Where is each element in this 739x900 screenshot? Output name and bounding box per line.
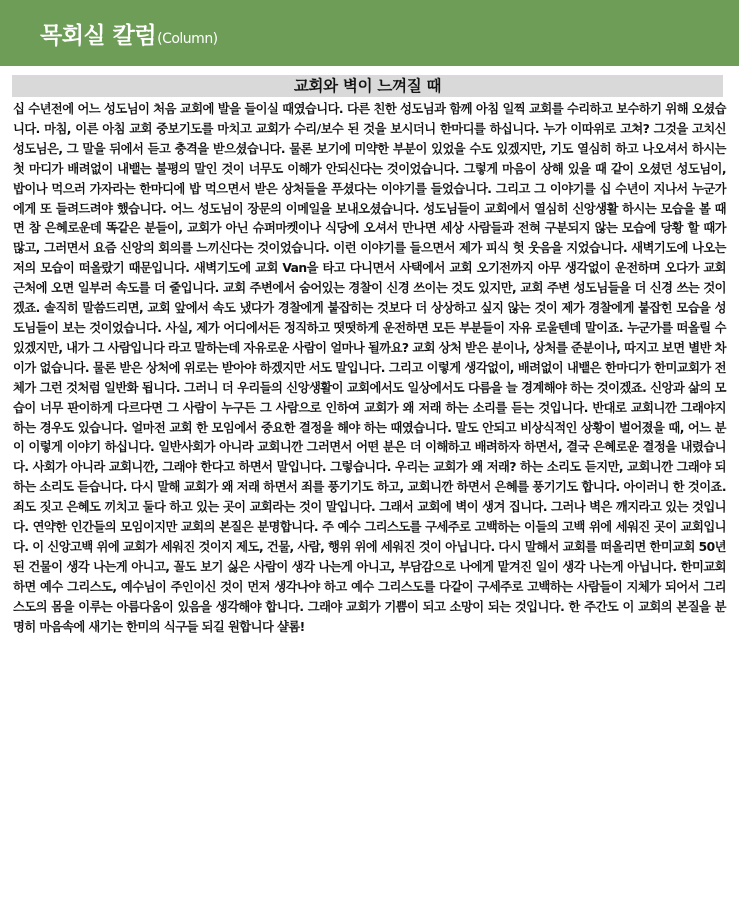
article-body: 십 수년전에 어느 성도님이 처음 교회에 발을 들이실 때였습니다. 다른 친한 성도님과 함께 아침 일찍 교회를 수리하고 보수하기 위해 오셨습니다. 마침, 이른 아침 교회 중보기도를 마치고 교회가 수리/보수 된 것을 보시더니 한마디를 하십니다. 누가 이따위로 고쳐? 그것을 고치신 성도님은, 그 말을 뒤에서 듣고 충격을 받으셨습니다. 물론 보기에 미약한 부분이 있었을 수도 있겠지만, 기도 열심히 하고 나오셔서 하시는 첫 마디가 배려없이 내뱉는 불평의 말인 것이 너무도 이해가 안되신다는 것이었습니다. 그렇게 마음이 상해 있을 때 같이 오셨던 성도님이, 밥이나 먹으러 가자라는 한마디에 밥 먹으면서 받은 상처들을 푸셨다는 이야기를 들었습니다. 그리고 그 이야기를 십 수년이 지나서 누군가에게 또 들려드려야 했습니다. 어느 성도님이 장문의 이메일을 보내오셨습니다. 성도님들이 교회에서 열심히 신앙생활 하시는 모습을 볼 때면 참 은혜로운데 똑같은 분들이, 교회가 아닌 슈퍼마켓이나 식당에 오셔서 만나면 세상 사람들과 전혀 구분되지 않는 모습에 당황 할 때가 많고, 그러면서 요즘 신앙의 회의를 느끼신다는 것이었습니다. 이런 이야기를 들으면서 제가 피식 헛 웃음을 지었습니다. 새벽기도에 나오는 저의 모습이 떠올랐기 때문입니다. 새벽기도에 교회 Van을 타고 다니면서 사택에서 교회 오기전까지 아무 생각없이 운전하며 오다가 교회 근처에 오면 일부러 속도를 더 줄입니다. 교회 주변에서 숨어있는 경찰이 신경 쓰이는 것도 있지만, 교회 주변 성도님들을 더 신경 쓰는 것이겠죠. 솔직히 말씀드리면, 교회 앞에서 속도 냈다가 경찰에게 붙잡히는 것보다 더 상상하고 싶지 않는 것이 제가 경찰에게 붙잡힌 모습을 성도님들이 보는 것이었습니다. 사실, 제가 어디에서든 정직하고 떳떳하게 운전하면 모든 부분들이 자유 로울텐데 말이죠. 누군가를 떠올릴 수 있겠지만, 내가 그 사람입니다 라고 말하는데 자유로운 사람이 얼마나 될까요? 교회 상처 받은 분이나, 상처를 준분이나, 따지고 보면 별반 차이가 없습니다. 물론 받은 상처에 위로는 받아야 하겠지만 서도 말입니다. 그리고 이렇게 생각없이, 배려없이 내뱉은 한마디가 한미교회가 전체가 그런 것처럼 일반화 됩니다. 그러니 더 우리들의 신앙생활이 교회에서도 일상에서도 다름을 늘 경계해야 하는 것이겠죠. 신앙과 삶의 모습이 너무 판이하게 다르다면 그 사람이 누구든 그 사람으로 인하여 교회가 왜 저래 하는 소리를 듣는 것입니다. 반대로 교회니깐 그래야지 하는 경우도 있습니다. 얼마전 교회 한 모임에서 중요한 결정을 해야 하는 때였습니다. 말도 안되고 비상식적인 상황이 벌어졌을 때, 어느 분이 이렇게 이야기 하십니다. 일반사회가 아니라 교회니깐 그러면서 어떤 분은 더 이해하고 배려하자 하면서, 결국 은혜로운 결정을 내렸습니다. 사회가 아니라 교회니깐, 그래야 한다고 하면서 말입니다. 그렇습니다. 우리는 교회가 왜 저래? 하는 소리도 듣지만, 교회니깐 그래야 되 하는 소리도 듣습니다. 다시 말해 교회가 왜 저래 하면서 죄를 풍기기도 하고, 교회니깐 하면서 은혜를 풍기기도 합니다. 아이러니 한 것이죠. 죄도 짓고 은혜도 끼치고 둘다 하고 있는 곳이 교회라는 것이 말입니다. 그래서 교회에 벽이 생겨 집니다. 그러나 벽은 깨지라고 있는 것입니다. 연약한 인간들의 모임이지만 교회의 본질은 분명합니다. 주 예수 그리스도를 구세주로 고백하는 이들의 고백 위에 세워진 곳이 교회입니다. 이 신앙고백 위에 교회가 세워진 것이지 제도, 건물, 사람, 행위 위에 세워진 것이 아닙니다. 다시 말해서 교회를 떠올리면 한미교회 50년 된 건물이 생각 나는게 아니고, 꼴도 보기 싫은 사람이 생각 나는게 아니고, 부담감으로 나에게 맡겨진 일이 생각 나는게 아닙니다. 한미교회 하면 예수 그리스도, 예수님이 주인이신 것이 먼저 생각나야 하고 예수 그리스도를 다같이 구세주로 고백하는 사람들이 지체가 되어서 그리스도의 몸을 이루는 아름다움이 있음을 생각해야 합니다. 그래야 교회가 기쁨이 되고 소망이 되는 것입니다. 한 주간도 이 교회의 본질을 분명히 마음속에 새기는 한미의 식구들 되길 원합니다 샬롬! xyxy=(13,102,726,634)
header-title xyxy=(40,17,218,50)
header-subtitle: (Column) xyxy=(157,30,218,47)
header-main-title: 목회실 칼럼 xyxy=(40,22,157,49)
column-header xyxy=(0,0,739,66)
article-title: 교회와 벽이 느껴질 때 xyxy=(12,75,723,97)
